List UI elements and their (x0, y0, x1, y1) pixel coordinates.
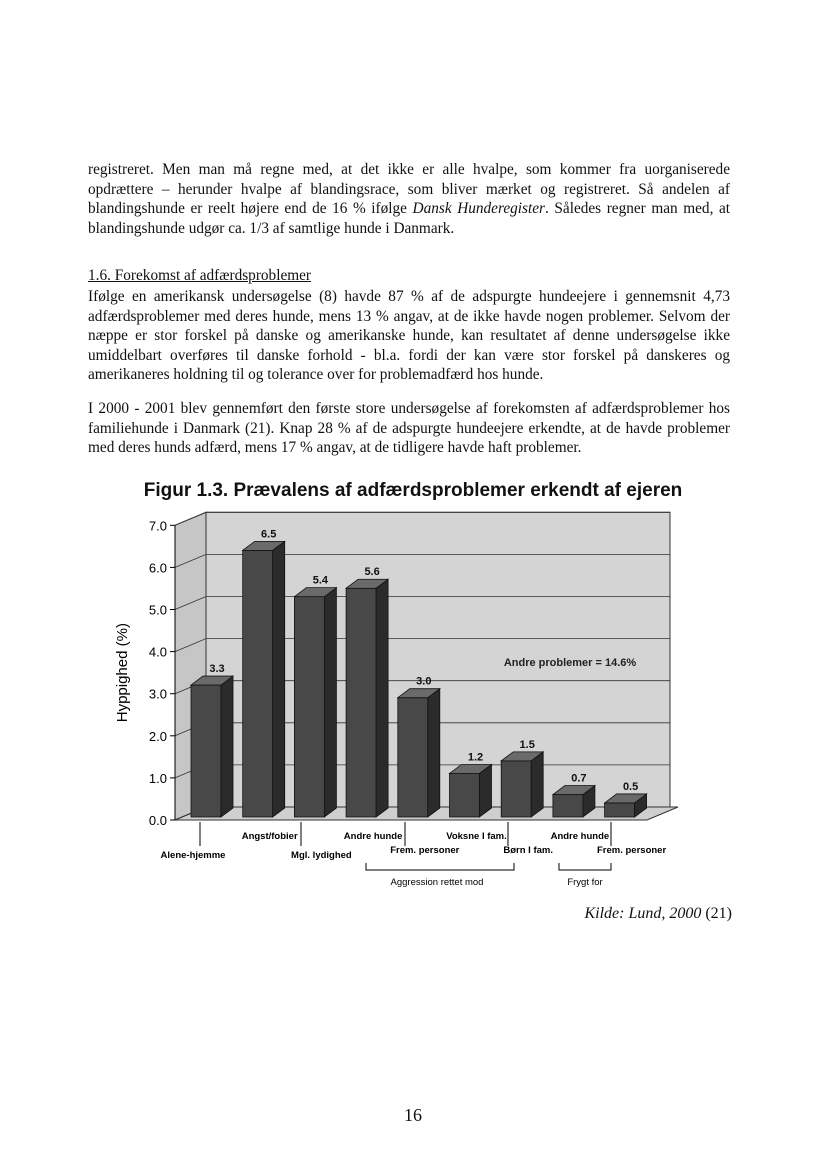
bar (191, 685, 221, 817)
y-tick-label: 7.0 (148, 518, 167, 534)
group-bracket (366, 863, 514, 870)
group-label: Aggression rettet mod (390, 877, 484, 888)
y-tick-label: 2.0 (148, 728, 167, 744)
y-axis-label: Hyppighed (%) (114, 623, 131, 723)
bar (605, 803, 635, 817)
x-tick-label: Frem. personer (597, 845, 667, 856)
bar-side (221, 676, 233, 817)
data-label: 1.2 (467, 751, 484, 764)
bar (243, 550, 273, 817)
x-tick-label: Mgl. lydighed (291, 850, 352, 861)
bar (501, 761, 531, 817)
data-label: 3.0 (416, 675, 432, 688)
paragraph-1-text: registreret. Men man må regne med, at det ikke er alle hvalpe, som kommer fra uorganiserede opdrættere – herunder hvalpe af blandingsrace, som bliver mærket og registreret. Så andelen af blandingshunde er reelt højere end de 16 % ifølge (88, 161, 730, 218)
x-tick-label: Voksne I fam. (446, 831, 507, 842)
x-tick-label: Andre hunde (550, 831, 610, 842)
y-tick-label: 4.0 (148, 644, 167, 660)
y-tick-label: 6.0 (148, 560, 167, 576)
paragraph-1-end: . Således regner man med, at blandingshunde udgør ca. 1/3 af samtlige hunde i Danmark. (88, 200, 731, 237)
paragraph-1-italic: Dansk Hunderegister (412, 200, 545, 218)
bar (398, 698, 428, 817)
bar (346, 588, 376, 817)
data-label: 0.5 (622, 780, 639, 793)
figure-source (584, 905, 732, 923)
bar-side (376, 579, 388, 817)
chart-annotation: Andre problemer = 14.6% (503, 657, 637, 669)
data-label: 6.5 (261, 528, 277, 541)
data-label: 5.6 (364, 566, 380, 579)
x-tick-label: Andre hunde (343, 831, 403, 842)
figure-title: Figur 1.3. Prævalens af adfærdsproblemer erkendt af ejeren (143, 480, 683, 501)
bar-side (531, 752, 543, 817)
x-tick-label: Angst/fobier (241, 831, 298, 842)
y-tick-label: 0.0 (148, 813, 167, 828)
x-tick-label: Børn I fam. (503, 845, 554, 856)
bar-side (428, 689, 440, 817)
group-bracket (559, 863, 611, 870)
section-heading: 1.6. Forekomst af adfærdsproblemer (88, 267, 312, 284)
data-label: 0.7 (571, 772, 587, 785)
paragraph-3: I 2000 - 2001 blev gennemført den første store undersøgelse af forekomsten af adfærdsproblemer hos familiehunde i Danmark (21). Knap 28 % af de adspurgte hundeejere erkendte, at de havde problemer med deres hunds adfærd, mens 17 % angav, at de tidligere havde haft problemer. (88, 400, 730, 457)
data-label: 1.5 (519, 738, 535, 751)
y-tick-label: 1.0 (148, 770, 167, 786)
bar (294, 597, 324, 817)
page-number: 16 (404, 1105, 422, 1125)
bar-side (273, 541, 285, 817)
paragraph-2: Ifølge en amerikansk undersøgelse (8) havde 87 % af de adspurgte hundeejere i gennemsnit 4,73 adfærdsproblemer med deres hunde, mens 13 % angav, at de ikke havde nogen problemer. Selvom der næppe er stor forskel på danske og amerikanske hunde, kan resultatet af denne undersøgelse ikke umiddelbart overføres til danske forhold - bl.a. fordi der kan være stor forskel på danskeres og amerikaneres holdning til og tolerance over for problemadfærd hos hunde. (88, 288, 730, 384)
source-reference: (21) (701, 905, 732, 922)
source-citation: Kilde: Lund, 2000 (584, 905, 702, 922)
x-tick-label: Alene-hjemme (160, 850, 226, 861)
data-label: 5.4 (312, 574, 329, 587)
y-tick-label: 3.0 (148, 686, 167, 702)
x-tick-label: Frem. personer (390, 845, 460, 856)
bar (553, 795, 583, 817)
data-label: 3.3 (209, 663, 225, 676)
group-label: Frygt for (567, 877, 603, 888)
bar (450, 773, 480, 817)
y-tick-label: 5.0 (148, 602, 167, 618)
bar-side (324, 588, 336, 817)
